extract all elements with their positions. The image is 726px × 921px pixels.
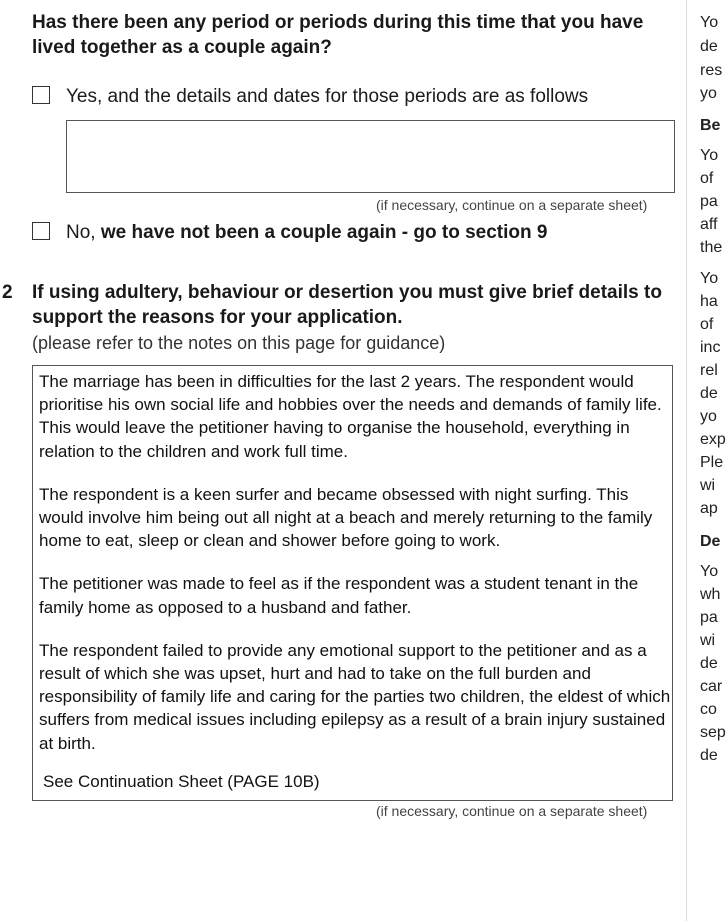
- side-line: Yo: [700, 14, 719, 31]
- side-line: pa: [700, 609, 718, 626]
- side-heading: De: [700, 533, 721, 550]
- side-line: wi: [700, 632, 716, 649]
- side-line: wi: [700, 477, 716, 494]
- no-option-label: [66, 221, 666, 245]
- section-2-heading: If using adultery, behaviour or desertion you must give brief details to support the reasons for your application.: [32, 282, 662, 328]
- guidance-note: (please refer to the notes on this page for guidance): [32, 333, 446, 353]
- side-line: sep: [700, 724, 726, 741]
- side-line: Ple: [700, 454, 724, 471]
- side-line: car: [700, 678, 723, 695]
- side-line: ha: [700, 293, 718, 310]
- side-line: de: [700, 747, 718, 764]
- side-line: exp: [700, 431, 726, 448]
- side-line: de: [700, 655, 718, 672]
- yes-option-label: Yes, and the details and dates for those periods are as follows: [66, 86, 589, 107]
- no-checkbox[interactable]: [32, 222, 50, 240]
- side-line: Yo: [700, 270, 719, 287]
- side-line: rel: [700, 362, 718, 379]
- reasons-answer-field[interactable]: [32, 365, 673, 801]
- side-line: of: [700, 316, 714, 333]
- side-line: of: [700, 170, 714, 187]
- answer-paragraph: The marriage has been in difficulties for the last 2 years. The respondent would prioritise his own social life and hobbies over the needs and demands of family life. This would leave the petitioner having to organise the household, everything in relation to the children and work full time.: [39, 372, 662, 461]
- continue-note: (if necessary, continue on a separate sheet): [376, 197, 648, 213]
- periods-details-field[interactable]: [66, 120, 675, 193]
- column-divider: [686, 0, 687, 921]
- side-line: yo: [700, 85, 717, 102]
- side-line: de: [700, 385, 718, 402]
- side-line: res: [700, 62, 723, 79]
- yes-checkbox[interactable]: [32, 86, 50, 104]
- side-heading: Be: [700, 117, 721, 134]
- side-line: wh: [700, 586, 721, 603]
- section-number: 2: [2, 282, 13, 303]
- side-line: inc: [700, 339, 721, 356]
- side-line: de: [700, 38, 718, 55]
- continue-note-2: (if necessary, continue on a separate sheet): [376, 803, 648, 819]
- side-column: [700, 0, 726, 800]
- no-option-bold: we have not been a couple again - go to section 9: [100, 222, 548, 243]
- side-line: Yo: [700, 563, 719, 580]
- answer-paragraph: The respondent is a keen surfer and became obsessed with night surfing. This would involve him being out all night at a beach and merely returning to the family home to eat, sleep or clean and shower before going to work.: [39, 484, 653, 551]
- side-line: ap: [700, 500, 718, 517]
- side-line: aff: [700, 216, 718, 233]
- see-continuation-text: See Continuation Sheet (PAGE 10B): [43, 772, 320, 791]
- answer-paragraph: The respondent failed to provide any emotional support to the petitioner and as a result of which she was upset, hurt and had to take on the full burden and responsibility of family life and caring for the parties two children, the eldest of which suffers from medical issues including epilepsy as a result of a brain injury sustained at birth.: [39, 640, 671, 753]
- question-heading: Has there been any period or periods during this time that you have lived together as a couple again?: [32, 12, 644, 58]
- side-line: the: [700, 239, 723, 256]
- side-line: pa: [700, 193, 718, 210]
- answer-paragraph: The petitioner was made to feel as if the respondent was a student tenant in the family home as opposed to a husband and father.: [39, 574, 639, 617]
- side-line: Yo: [700, 147, 719, 164]
- no-option-prefix: No,: [66, 222, 96, 243]
- side-line: co: [700, 701, 717, 718]
- side-line: yo: [700, 408, 717, 425]
